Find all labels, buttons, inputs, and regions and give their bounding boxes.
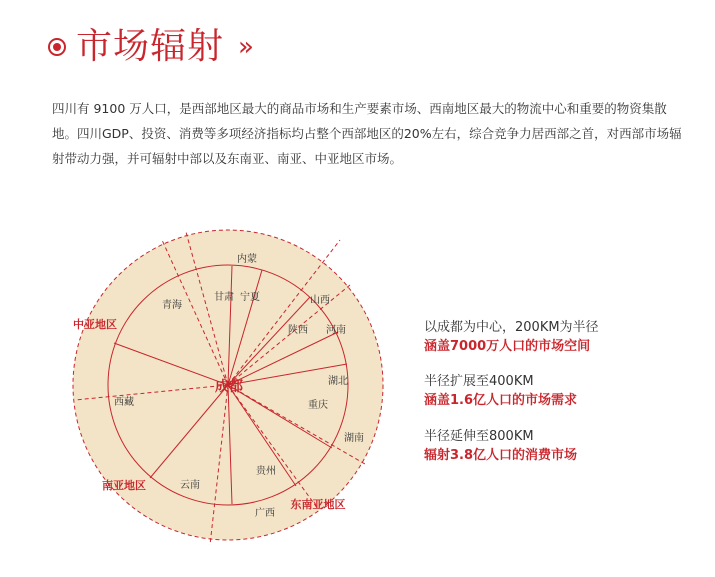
province-label-shanxi: 山西 — [310, 295, 330, 306]
province-label-gansu: 甘肃 — [214, 292, 234, 303]
info-block-400km — [424, 372, 714, 410]
province-label-qinghai: 青海 — [162, 300, 182, 311]
region-label-south-asia: 南亚地区 — [102, 479, 146, 492]
info-highlight: 涵盖1.6亿人口的市场需求 — [424, 393, 578, 408]
chevron-right-icon: » — [238, 32, 254, 62]
info-line: 半径扩展至400KM — [424, 374, 534, 389]
province-label-guangxi: 广西 — [255, 508, 275, 519]
info-block-800km — [424, 427, 714, 465]
province-label-chongqing: 重庆 — [308, 400, 328, 411]
info-block-200km — [424, 318, 714, 356]
region-label-southeast-asia: 东南亚地区 — [290, 498, 346, 511]
intro-paragraph: 四川有 9100 万人口，是西部地区最大的商品市场和生产要素市场、西南地区最大的物流中心和重要的物资集散地。四川GDP、投资、消费等多项经济指标均占整个西部地区的20%左右，综合竞争力居西部之首，对西部市场辐射带动力强，并可辐射中部以及东南亚、南亚、中亚地区市场。 — [52, 101, 682, 166]
province-label-xizang: 西藏 — [114, 397, 134, 408]
province-label-henan: 河南 — [326, 325, 346, 336]
info-line: 半径延伸至800KM — [424, 429, 534, 444]
center-label-chengdu: 成都 — [215, 379, 243, 395]
info-highlight: 涵盖7000万人口的市场空间 — [424, 339, 591, 354]
info-line: 以成都为中心，200KM为半径 — [424, 320, 599, 335]
province-label-neimenggu: 内蒙 — [237, 254, 257, 265]
province-label-shaanxi: 陕西 — [288, 325, 308, 336]
info-highlight: 辐射3.8亿人口的消费市场 — [424, 448, 578, 463]
province-label-hunan: 湖南 — [344, 433, 364, 444]
province-label-guizhou: 贵州 — [256, 466, 276, 477]
province-label-ningxia: 宁夏 — [240, 292, 260, 303]
section-title: 市场辐射 — [76, 26, 225, 67]
province-label-yunnan: 云南 — [180, 480, 200, 491]
province-label-hubei: 湖北 — [328, 376, 348, 387]
region-label-central-asia: 中亚地区 — [73, 318, 117, 331]
